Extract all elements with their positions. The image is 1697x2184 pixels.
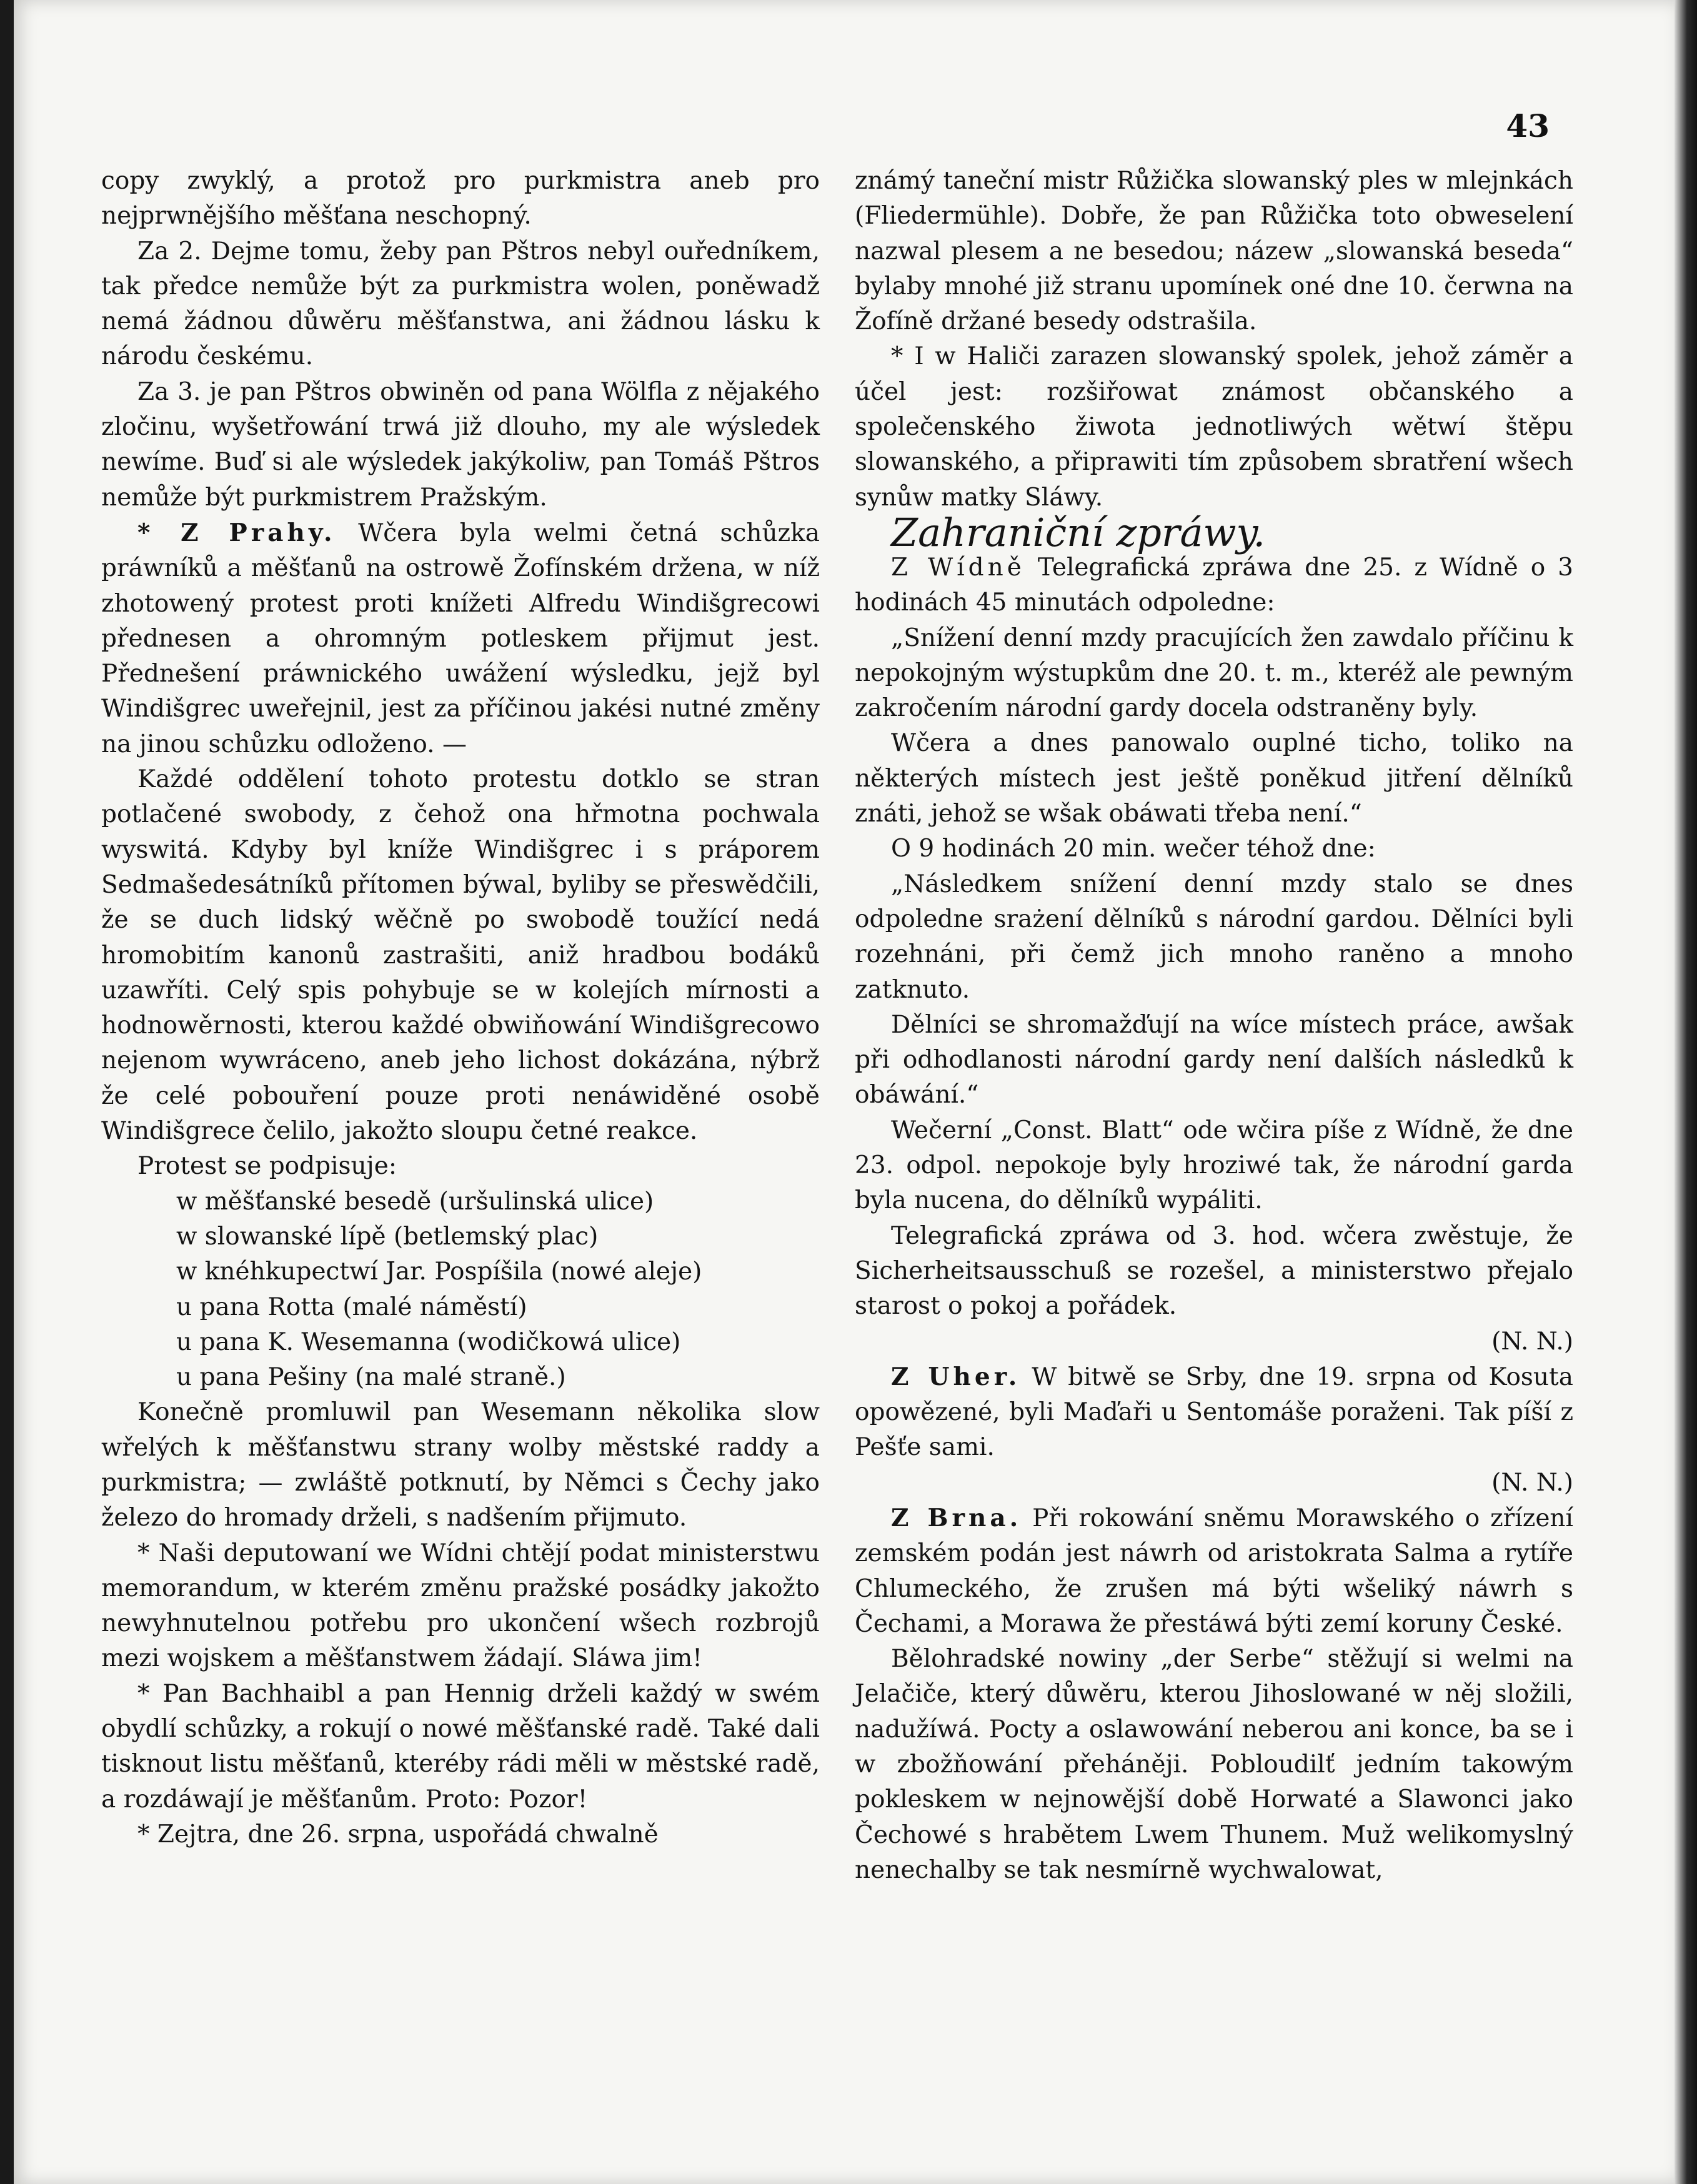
list-item: u pana Rotta (malé náměstí) (176, 1293, 527, 1321)
article-dateline: * Z Prahy. (137, 518, 336, 547)
source-note: (N. N.) (1491, 1468, 1573, 1497)
article-paragraph (855, 1501, 1573, 1642)
article-paragraph: * Pan Bachhaibl a pan Hennig drželi každý w swém obydlí schůzky, a rokují o nowé měšťanské radě. Také dali tisknout listu měšťanů, kteréby rádi měli w městské radě, a rozdáwají je měšťanům. Proto: Pozor! (101, 1679, 820, 1814)
article-paragraph (855, 1359, 1573, 1501)
newspaper-page (14, 0, 1675, 2184)
list-item: u pana K. Wesemanna (wodičkowá ulice) (176, 1328, 681, 1356)
article-paragraph: Protest se podpisuje: (137, 1152, 397, 1181)
article-paragraph: Bělohradské nowiny „der Serbe“ stěžují si welmi na Jelačiče, který důwěru, kterou Jihoslowané w něj složili, nadužíwá. Pocty a oslawowání neberou ani konce, ba se i w zbožňowání přeháněji. Pobloudilť jedním takowým pokleskem w nejnowější době Horwaté a Slawonci jako Čechowé s hrabětem Lwem Thunem. Muž welikomyslný nenechalby se tak nesmírně wychwalowat, (855, 1645, 1573, 1884)
article-paragraph: „Snížení denní mzdy pracujících žen zawdalo příčinu k nepokojným wýstupkům dne 20. t. m., kteréž ale pewným zakročením národní gardy docela odstraněny byly. (855, 623, 1573, 723)
article-paragraph: * Naši deputowaní we Wídni chtějí podat ministerstwu memorandum, w kterém změnu pražské posádky jakožto newyhnutelnou potřebu pro ukončení wšech rozbrojů mezi wojskem a měšťanstwem žádají. Sláwa jim! (101, 1539, 820, 1673)
article-dateline: Z Wídně (891, 553, 1025, 582)
right-column (855, 164, 1573, 1888)
article-dateline: Z Brna. (891, 1503, 1022, 1532)
article-paragraph: Telegrafická zpráwa od 3. hod. wčera zwěstuje, že Sicherheitsausschuß se rozešel, a ministerstwo přejalo starost o pokoj a pořádek. (855, 1221, 1573, 1321)
article-paragraph: známý taneční mistr Růžička slowanský ples w mlejnkách (Fliedermühle). Dobře, že pan Růžička toto obweselení nazwal plesem a ne besedou; názew „slowanská beseda“ bylaby mnohé již stranu upomínek oné dne 10. čerwna na Žofíně držané besedy odstrašila. (855, 167, 1573, 336)
article-paragraph: copy zwyklý, a protož pro purkmistra aneb pro nejprwnějšího měšťana neschopný. (101, 167, 820, 231)
list-item: w slowanské lípě (betlemský plac) (176, 1222, 599, 1251)
article-paragraph: Dělníci se shromažďují na wíce místech práce, awšak při odhodlanosti národní gardy není dalších následků k obáwání.“ (855, 1010, 1573, 1109)
article-body: W bitwě se Srby, dne 19. srpna od Kosuta opowězené, byli Maďaři u Sentomáše poraženi. Tak píší z Pešťe sami. (855, 1363, 1573, 1462)
article-body: Telegrafická zpráwa dne 25. z Wídně o 3 hodinách 45 minutách odpoledne: (855, 553, 1573, 617)
list-item: w knéhkupectwí Jar. Pospíšila (nowé aleje) (176, 1258, 702, 1286)
article-paragraph: O 9 hodinách 20 min. wečer téhož dne: (891, 835, 1376, 863)
article-paragraph (101, 515, 820, 762)
list-item: u pana Pešiny (na malé straně.) (176, 1363, 566, 1392)
article-body: Wčera byla welmi četná schůzka práwníků a měšťanů na ostrowě Žofínském držena, w níž zhotowený protest proti knížeti Alfredu Windišgrecowi přednesen a ohromným potleskem přijmut jest. Přednešení práwnického uwážení wýsledku, jejž byl Windišgrec uweřejnil, jest za příčinou jakési nutné změny na jinou schůzku odloženo. — (101, 519, 820, 758)
article-paragraph: Konečně promluwil pan Wesemann několika slow wřelých k měšťanstwu strany wolby městské raddy a purkmistra; — zwláště potknutí, by Němci s Čechy jako železo do hromady drželi, s nadšením přijmuto. (101, 1398, 820, 1532)
left-column (101, 164, 820, 1852)
article-paragraph: Za 2. Dejme tomu, žeby pan Pštros nebyl ouředníkem, tak předce nemůže být za purkmistra wolen, poněwadž nemá žádnou důwěru měšťanstwa, ani žádnou lásku k národu českému. (101, 237, 820, 371)
section-heading: Zahraniční zpráwy. (891, 509, 1266, 555)
source-note: (N. N.) (1491, 1327, 1573, 1356)
article-paragraph: * Zejtra, dne 26. srpna, uspořádá chwalně (137, 1820, 659, 1849)
page-edge-shadow (1675, 0, 1697, 2184)
list-item: w měšťanské besedě (uršulinská ulice) (176, 1187, 654, 1216)
article-paragraph: Za 3. je pan Pštros obwiněn od pana Wölfla z nějakého zločinu, wyšetřowání trwá již dlouho, my ale wýsledek newíme. Buď si ale wýsledek jakýkoliw, pan Tomáš Pštros nemůže být purkmistrem Pražským. (101, 377, 820, 512)
article-dateline: Z Uher. (891, 1362, 1021, 1391)
page-number: 43 (1506, 107, 1550, 144)
article-paragraph: Wčera a dnes panowalo ouplné ticho, toliko na některých místech jest ještě poněkud jitření dělníků znáti, jehož se wšak obáwati třeba není.“ (855, 729, 1573, 828)
article-paragraph: Wečerní „Const. Blatt“ ode wčira píše z Wídně, že dne 23. odpol. nepokoje byly hroziwé tak, že národní garda byla nucena, do dělníků wypáliti. (855, 1116, 1573, 1215)
article-paragraph: * I w Haliči zarazen slowanský spolek, jehož záměr a účel jest: rozšiřowat známost občanského a společenského žiwota jednotliwých wětwí štěpu slowanského, a připrawiti tím způsobem sbratření wšech synůw matky Sláwy. (855, 342, 1573, 512)
article-paragraph: „Následkem snížení denní mzdy stalo se dnes odpoledne srażení dělníků s národní gardou. Dělníci byli rozehnáni, při čemž jich mnoho raněno a mnoho zatknuto. (855, 870, 1573, 1004)
article-paragraph (855, 550, 1573, 621)
article-body: Při rokowání sněmu Morawského o zřízení zemském podán jest náwrh od aristokrata Salma a rytíře Chlumeckého, že zrušen má býti wšeliký náwrh s Čechami, a Morawa že přestáwá býti zemí koruny České. (855, 1504, 1573, 1638)
article-paragraph: Každé oddělení tohoto protestu dotklo se stran potlačené swobody, z čehož ona hřmotna pochwala wyswitá. Kdyby byl kníže Windišgrec i s práporem Sedmašedesátníků přítomen býwal, byliby se přeswědčili, že se duch lidský wěčně po swobodě toužící nedá hromobitím kanonů zastrašiti, aniž hradbou bodáků uzawříti. Celý spis pohybuje se w kolejích mírnosti a hodnowěrnosti, kterou každé obwiňowání Windišgrecowo nejenom wywráceno, aneb jeho lichost dokázána, nýbrž že celé pobouření pouze proti nenáwiděné osobě Windišgrece čelilo, jakožto sloupu četné reakce. (101, 765, 820, 1146)
